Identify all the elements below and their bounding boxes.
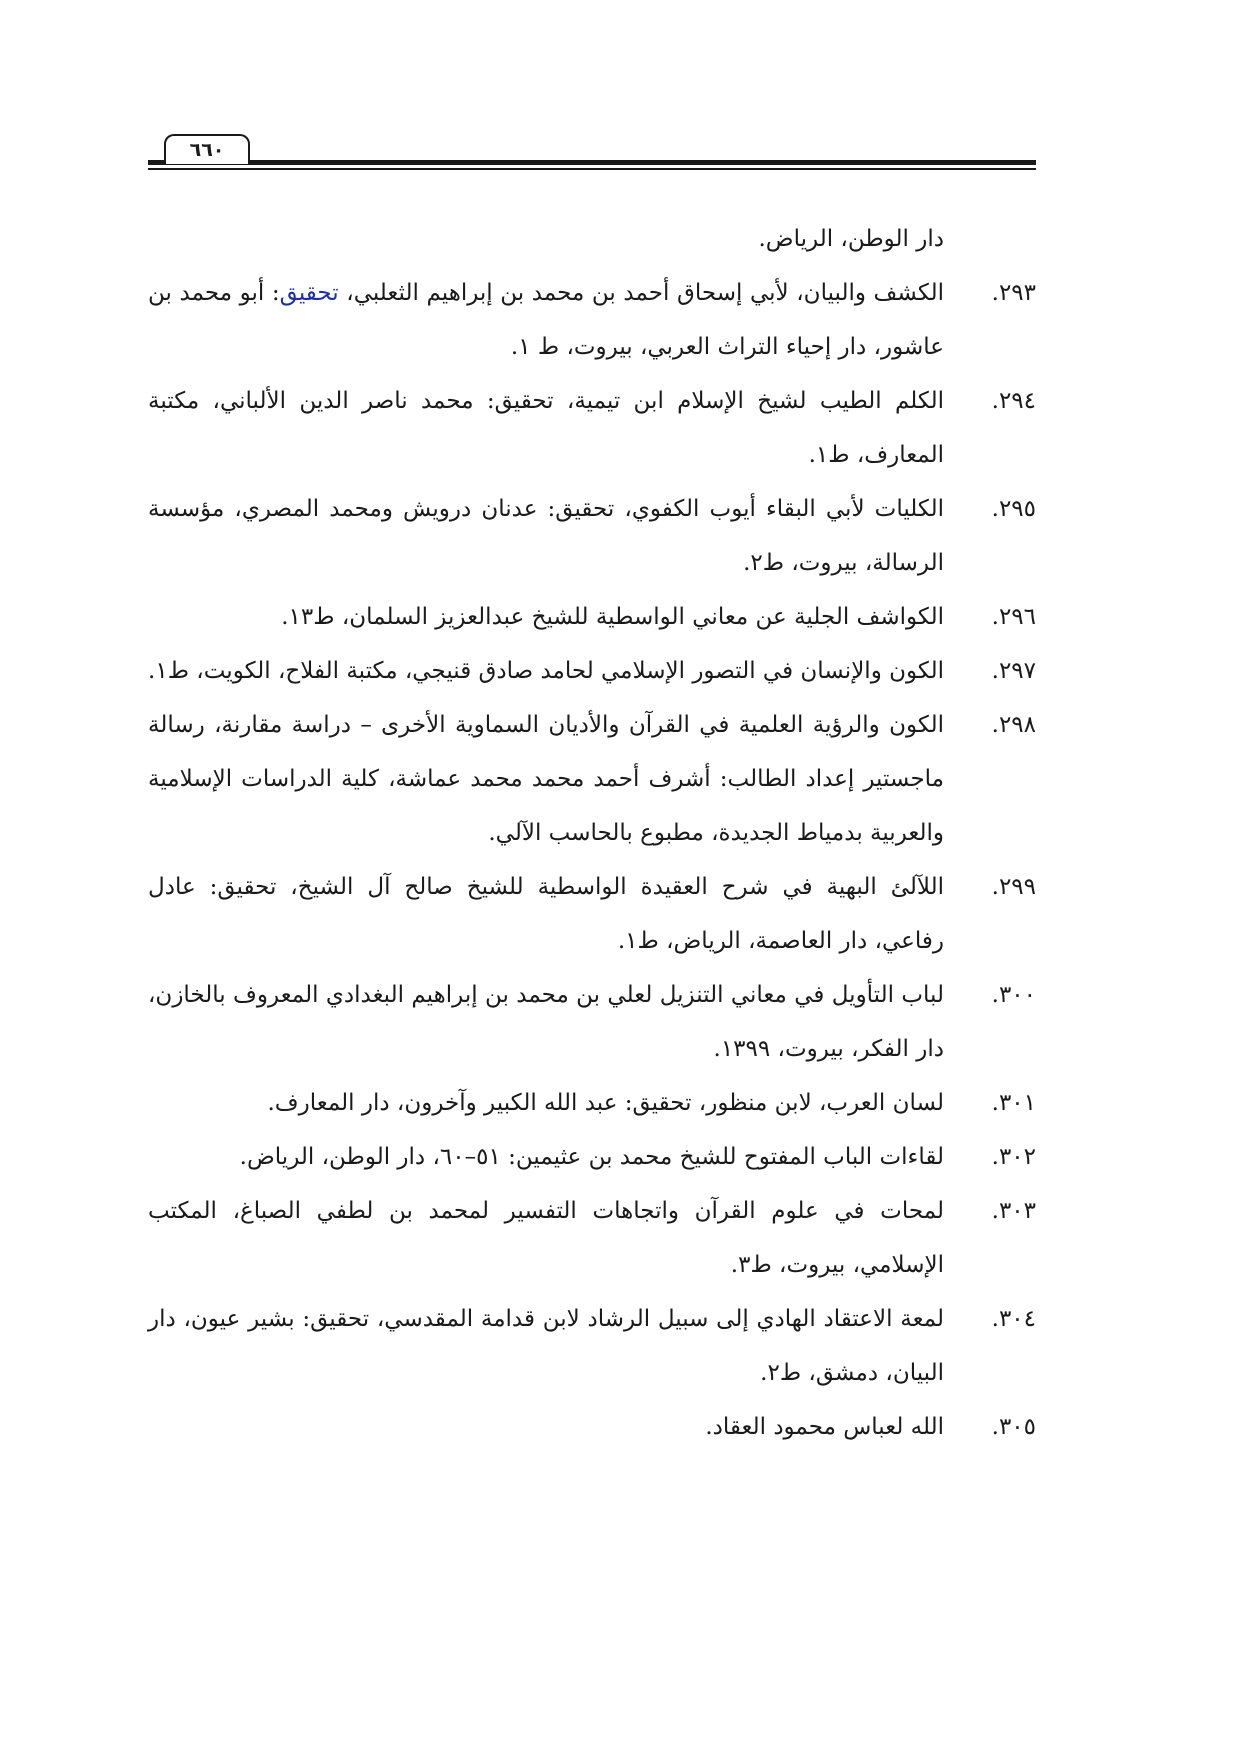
bibliography-entry	[148, 1130, 1036, 1184]
entry-text: اللآلئ البهية في شرح العقيدة الواسطية للشيخ صالح آل الشيخ، تحقيق: عادل رفاعي، دار العاصمة، الرياض، ط١.	[148, 874, 944, 954]
bibliography-entry	[148, 482, 1036, 590]
bibliography-entry	[148, 374, 1036, 482]
entry-number: ٢٩٥.	[991, 496, 1036, 522]
entry-text: لباب التأويل في معاني التنزيل لعلي بن محمد بن إبراهيم البغدادي المعروف بالخازن، دار الفكر، بيروت، ١٣٩٩.	[148, 982, 944, 1062]
entry-text: الله لعباس محمود العقاد.	[705, 1414, 944, 1440]
entry-text: الكون والإنسان في التصور الإسلامي لحامد صادق قنيجي، مكتبة الفلاح، الكويت، ط١.	[148, 658, 944, 684]
entry-text: الكلم الطيب لشيخ الإسلام ابن تيمية، تحقيق: محمد ناصر الدين الألباني، مكتبة المعارف، ط١.	[148, 388, 944, 468]
entry-number: ٣٠٤.	[991, 1306, 1036, 1332]
entry-text-part: : أبو محمد بن عاشور، دار إحياء التراث العربي، بيروت، ط ١.	[148, 280, 944, 360]
entry-number: ٣٠٣.	[991, 1198, 1036, 1224]
entry-text	[148, 266, 956, 374]
bibliography-entry	[148, 1292, 1036, 1400]
entry-number: ٣٠١.	[991, 1090, 1036, 1116]
highlighted-word: تحقيق	[279, 280, 339, 306]
entry-text-part: الكشف والبيان، لأبي إسحاق أحمد بن محمد بن إبراهيم الثعلبي،	[338, 280, 944, 306]
bibliography-list	[148, 212, 1036, 1454]
entry-text: لقاءات الباب المفتوح للشيخ محمد بن عثيمين: ٥١–٦٠، دار الوطن، الرياض.	[239, 1144, 944, 1170]
page-number: ٦٦٠	[164, 134, 250, 164]
continued-entry-text: دار الوطن، الرياض.	[758, 226, 944, 252]
bibliography-entry	[148, 698, 1036, 860]
header-rule-thin	[148, 168, 1036, 170]
bibliography-entry	[148, 1076, 1036, 1130]
entry-text: لمعة الاعتقاد الهادي إلى سبيل الرشاد لابن قدامة المقدسي، تحقيق: بشير عيون، دار البيان، دمشق، ط٢.	[148, 1306, 944, 1386]
entry-text: الكليات لأبي البقاء أيوب الكفوي، تحقيق: عدنان درويش ومحمد المصري، مؤسسة الرسالة، بيروت، ط٢.	[148, 496, 944, 576]
bibliography-entry	[148, 1184, 1036, 1292]
entry-number: ٣٠٠.	[991, 982, 1036, 1008]
entry-text: الكواشف الجلية عن معاني الواسطية للشيخ عبدالعزيز السلمان، ط١٣.	[281, 604, 944, 630]
header-rule-thick	[148, 160, 1036, 165]
bibliography-entry	[148, 1400, 1036, 1454]
bibliography-entry	[148, 644, 1036, 698]
entry-number: ٣٠٥.	[991, 1414, 1036, 1440]
entry-text: لمحات في علوم القرآن واتجاهات التفسير لمحمد بن لطفي الصباغ، المكتب الإسلامي، بيروت، ط٣.	[148, 1198, 944, 1278]
entry-number: ٣٠٢.	[991, 1144, 1036, 1170]
entry-number: ٢٩٩.	[991, 874, 1036, 900]
bibliography-entry	[148, 590, 1036, 644]
entry-number: ٢٩٤.	[991, 388, 1036, 414]
page-header	[148, 128, 1036, 168]
entry-number: ٢٩٣.	[991, 280, 1036, 306]
bibliography-entry	[148, 266, 1036, 374]
entry-number: ٢٩٨.	[991, 712, 1036, 738]
entry-number: ٢٩٧.	[991, 658, 1036, 684]
entry-text: لسان العرب، لابن منظور، تحقيق: عبد الله الكبير وآخرون، دار المعارف.	[267, 1090, 944, 1116]
entry-text: الكون والرؤية العلمية في القرآن والأديان السماوية الأخرى – دراسة مقارنة، رسالة ماجستير إعداد الطالب: أشرف أحمد محمد محمد عماشة، كلية الدراسات الإسلامية والعربية بدمياط الجديدة، مطبوع بالحاسب الآلي.	[148, 712, 944, 846]
entry-number: ٢٩٦.	[991, 604, 1036, 630]
bibliography-entry	[148, 968, 1036, 1076]
bibliography-entry	[148, 860, 1036, 968]
